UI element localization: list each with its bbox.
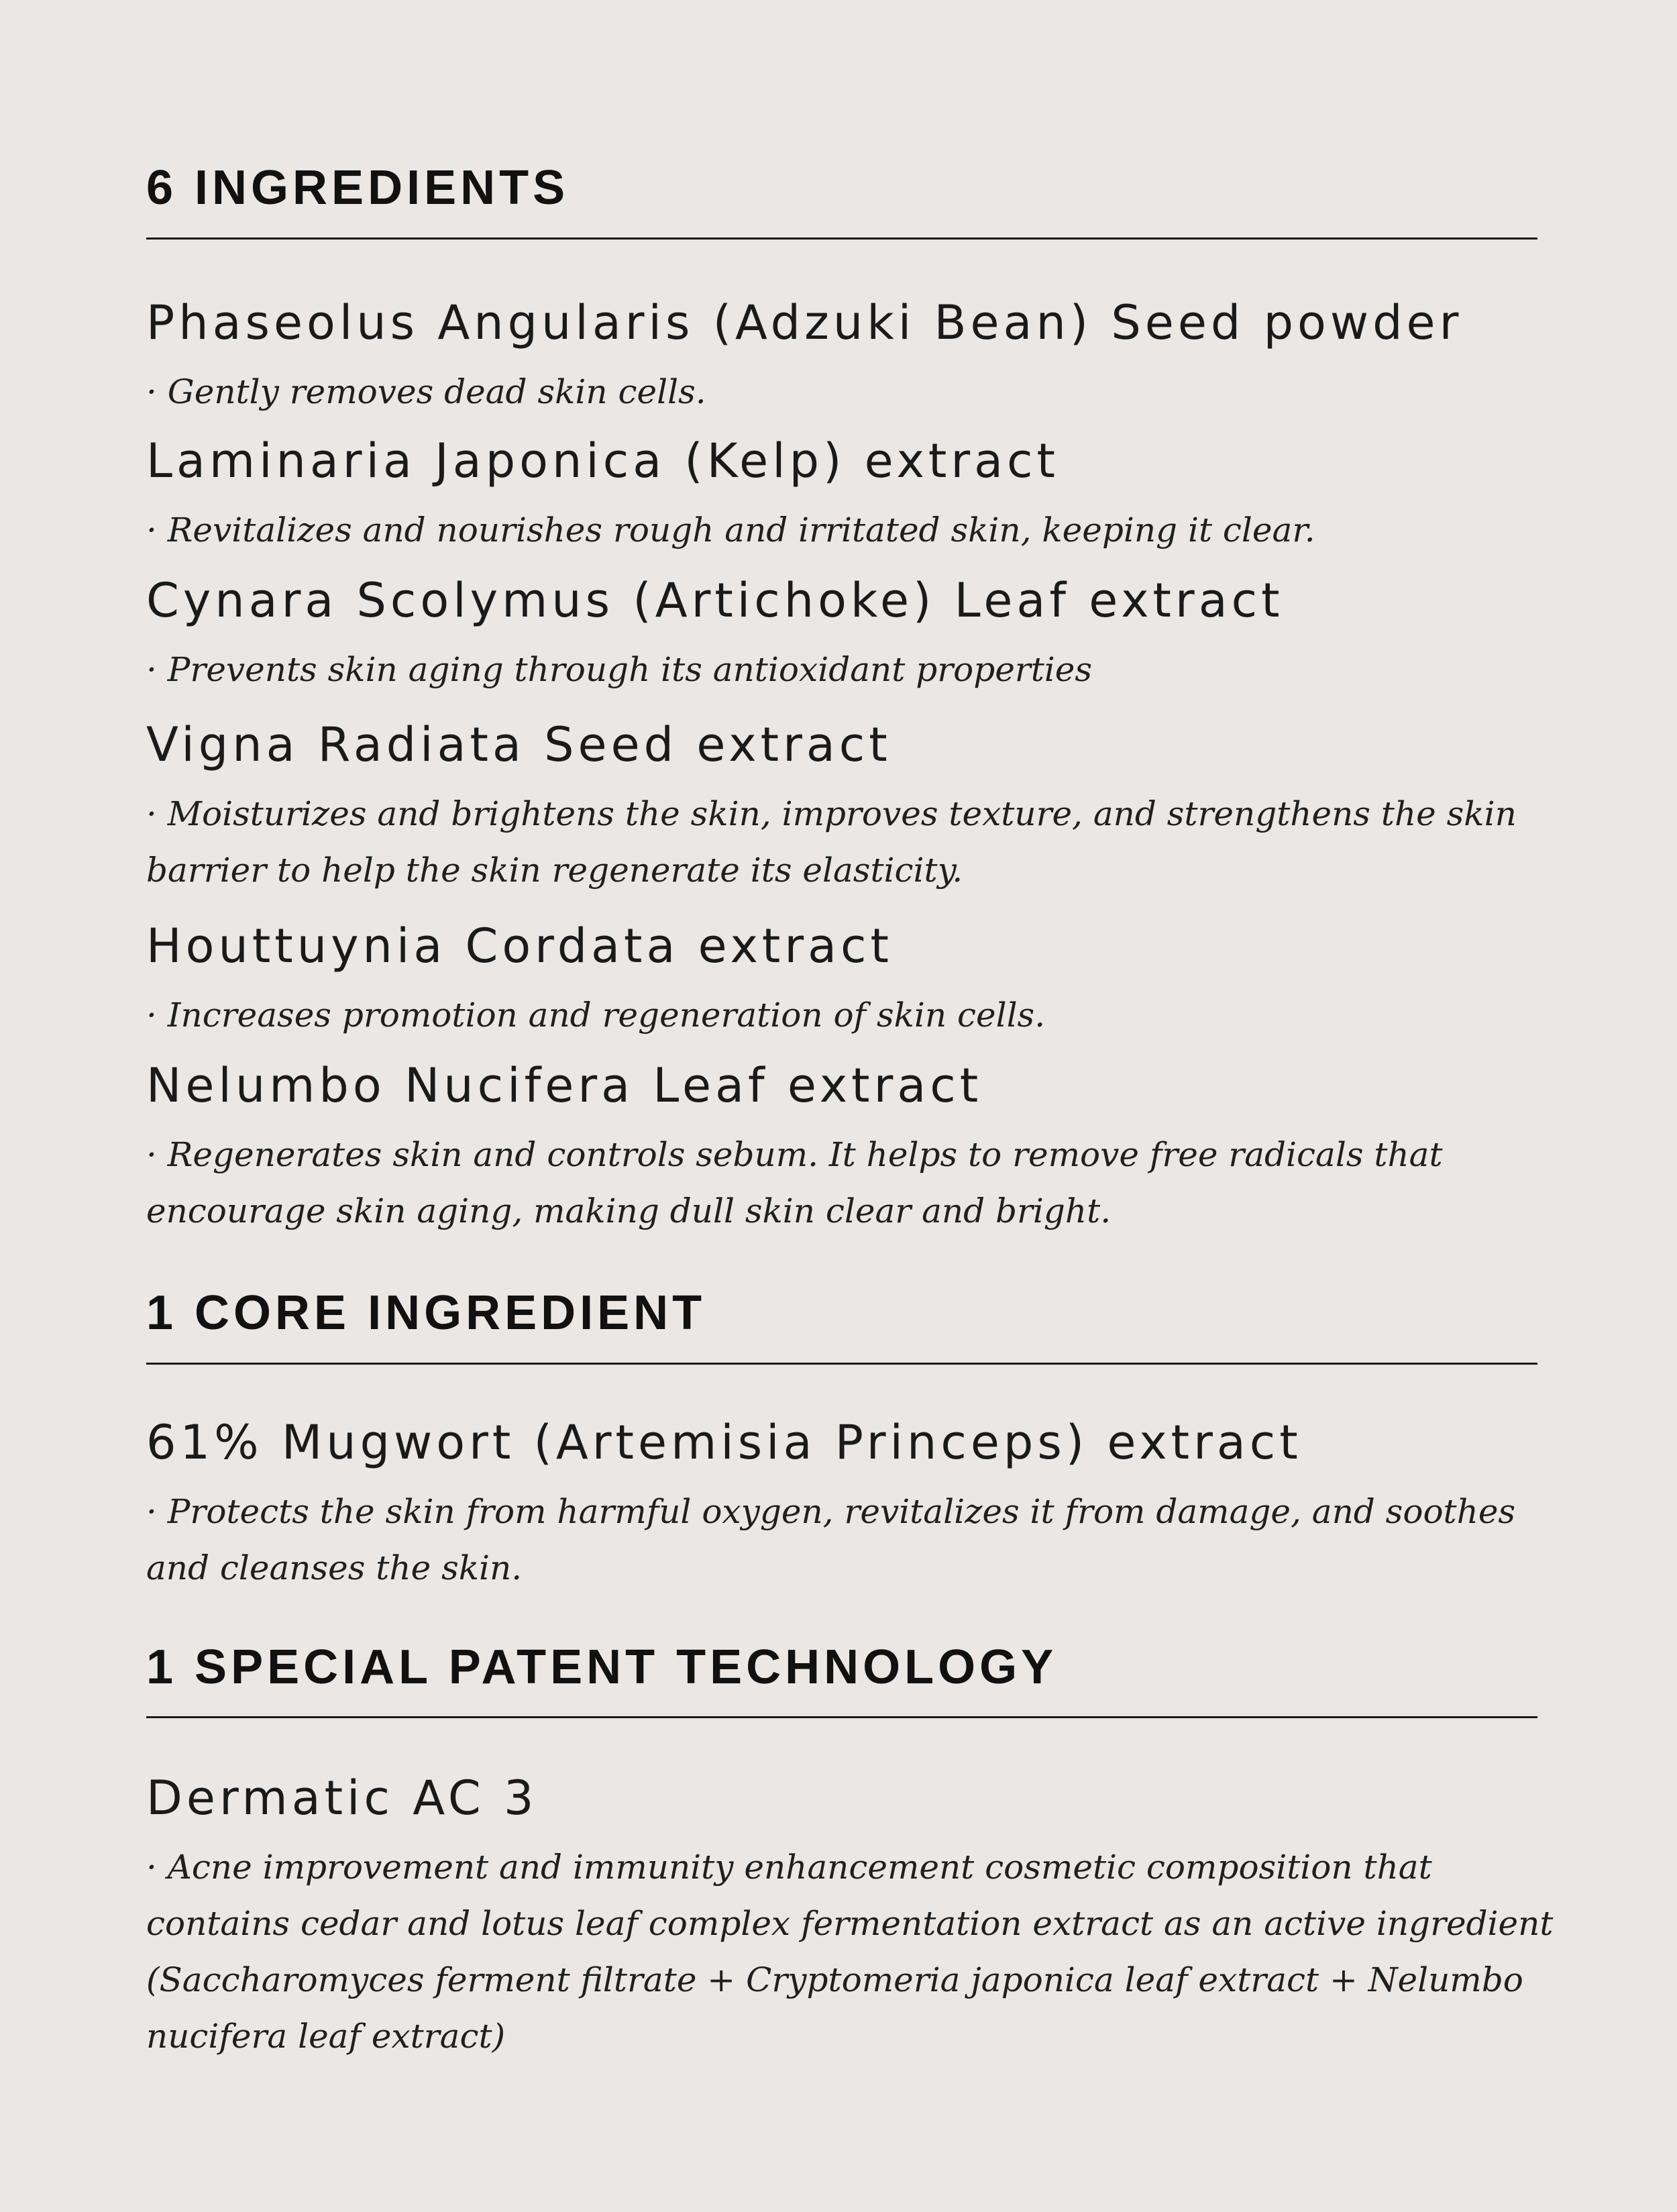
ingredient-name: Dermatic AC 3 [146, 1771, 538, 1826]
section-heading: 1 SPECIAL PATENT TECHNOLOGY [146, 1640, 1058, 1694]
section-divider [146, 238, 1537, 240]
ingredient-description: · Gently removes dead skin cells. [146, 372, 706, 411]
ingredient-name: Laminaria Japonica (Kelp) extract [146, 433, 1059, 488]
ingredient-name: Houttuynia Cordata extract [146, 918, 893, 973]
ingredient-description: · Increases promotion and regeneration of skin cells. [146, 996, 1046, 1035]
section-heading: 6 INGREDIENTS [146, 161, 570, 215]
ingredient-name: Cynara Scolymus (Artichoke) Leaf extract [146, 573, 1284, 628]
ingredient-item [146, 918, 1575, 1043]
ingredient-description: · Protects the skin from harmful oxygen, revitalizes it from damage, and soothes and cleanses the skin. [146, 1492, 1516, 1587]
ingredient-item [146, 1058, 1575, 1239]
ingredient-description: · Moisturizes and brightens the skin, improves texture, and strengthens the skin barrier to help the skin regenerate its elasticity. [146, 794, 1517, 890]
ingredient-name: Vigna Radiata Seed extract [146, 717, 891, 772]
ingredient-description: · Revitalizes and nourishes rough and irritated skin, keeping it clear. [146, 511, 1315, 549]
ingredient-description: · Prevents skin aging through its antioxidant properties [146, 650, 1093, 689]
ingredient-item [146, 573, 1575, 698]
section-title-patent-technology [146, 1640, 1537, 1694]
ingredient-item [146, 295, 1575, 420]
ingredient-description: · Acne improvement and immunity enhancement cosmetic composition that contains cedar and lotus leaf complex fermentation extract as an active ingredient (Saccharomyces ferment filtrate + Cryptomeria japonica leaf extract + Nelumbo nucifera leaf extract) [146, 1848, 1554, 2056]
ingredient-name: 61% Mugwort (Artemisia Princeps) extract [146, 1415, 1302, 1470]
ingredient-item [146, 1771, 1575, 2064]
ingredient-item [146, 1415, 1575, 1596]
section-title-core-ingredient [146, 1286, 1537, 1340]
section-title-ingredients [146, 161, 1537, 215]
ingredient-item [146, 717, 1575, 898]
ingredient-item [146, 433, 1575, 558]
ingredient-name: Nelumbo Nucifera Leaf extract [146, 1058, 983, 1113]
section-divider [146, 1716, 1537, 1718]
ingredient-description: · Regenerates skin and controls sebum. It helps to remove free radicals that encourage skin aging, making dull skin clear and bright. [146, 1135, 1443, 1230]
ingredient-name: Phaseolus Angularis (Adzuki Bean) Seed powder [146, 295, 1463, 350]
section-divider [146, 1363, 1537, 1365]
section-heading: 1 CORE INGREDIENT [146, 1286, 706, 1340]
